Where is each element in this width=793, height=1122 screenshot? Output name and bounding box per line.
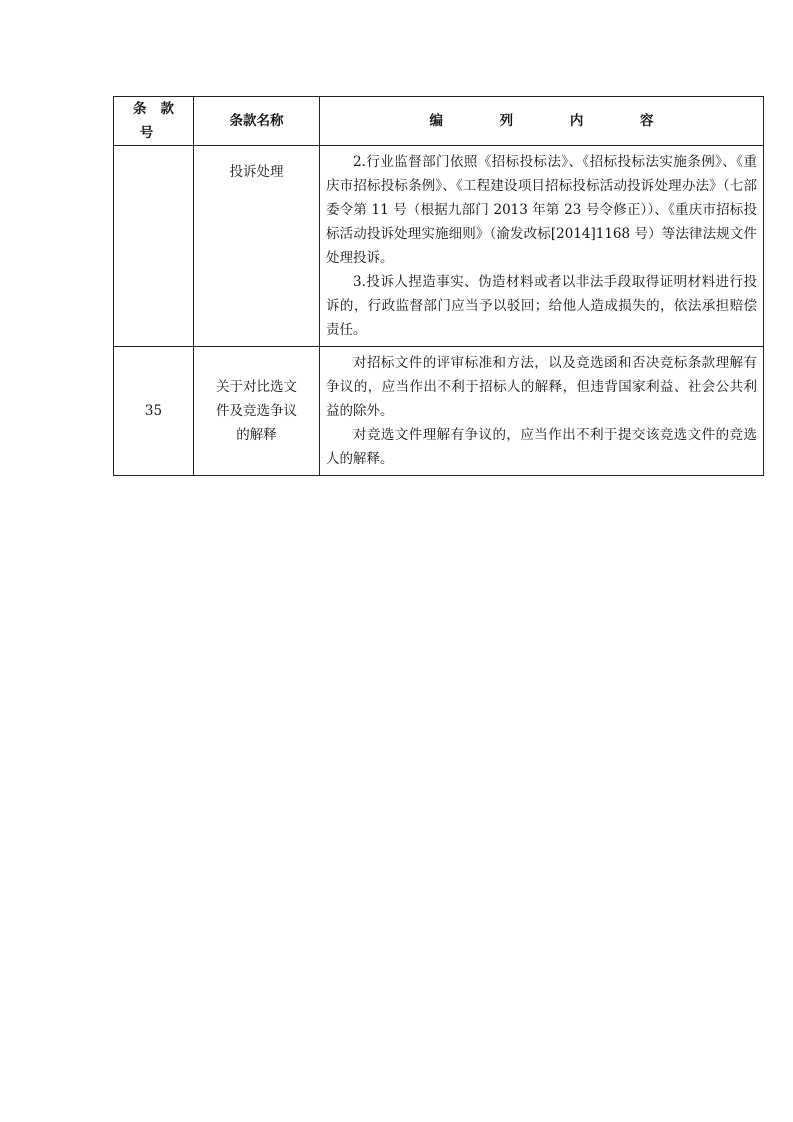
table-row [114,146,764,347]
header-content: 编 列 内 容 [320,97,764,146]
table-row [114,347,764,476]
content-paragraph: 2.行业监督部门依照《招标投标法》、《招标投标法实施条例》、《重庆市招标投标条例》、《工程建设项目招标投标活动投诉处理办法》（七部委令第 11 号（根据九部门 2013 年第 23 号令修正））、《重庆市招标投标活动投诉处理实施细则》（渝发改标[2014]1168 号）等法律法规文件处理投诉。 [326,154,757,266]
content-paragraph: 对竞选文件理解有争议的，应当作出不利于提交该竞选文件的竞选人的解释。 [326,427,757,467]
clause-no-cell: 35 [114,347,194,476]
header-clause-name: 条款名称 [194,97,320,146]
content-paragraph: 3.投诉人捏造事实、伪造材料或者以非法手段取得证明材料进行投诉的，行政监督部门应当予以驳回；给他人造成损失的，依法承担赔偿责任。 [326,274,757,338]
table-header-row [114,97,764,146]
clause-name-line: 的解释 [236,427,277,443]
content-paragraph: 对招标文件的评审标准和方法，以及竞选函和否决竞标条款理解有争议的，应当作出不利于招标人的解释，但违背国家利益、社会公共利益的除外。 [326,355,757,419]
clause-name-cell [194,347,320,476]
clause-name-line: 件及竞选争议 [216,403,297,419]
clause-name-line: 关于对比选文 [216,379,297,395]
clause-no-cell [114,146,194,347]
clause-name-cell: 投诉处理 [194,146,320,347]
clause-content-cell [320,347,764,476]
clause-table [113,96,764,476]
clause-content-cell [320,146,764,347]
header-clause-no: 条款号 [114,97,194,146]
